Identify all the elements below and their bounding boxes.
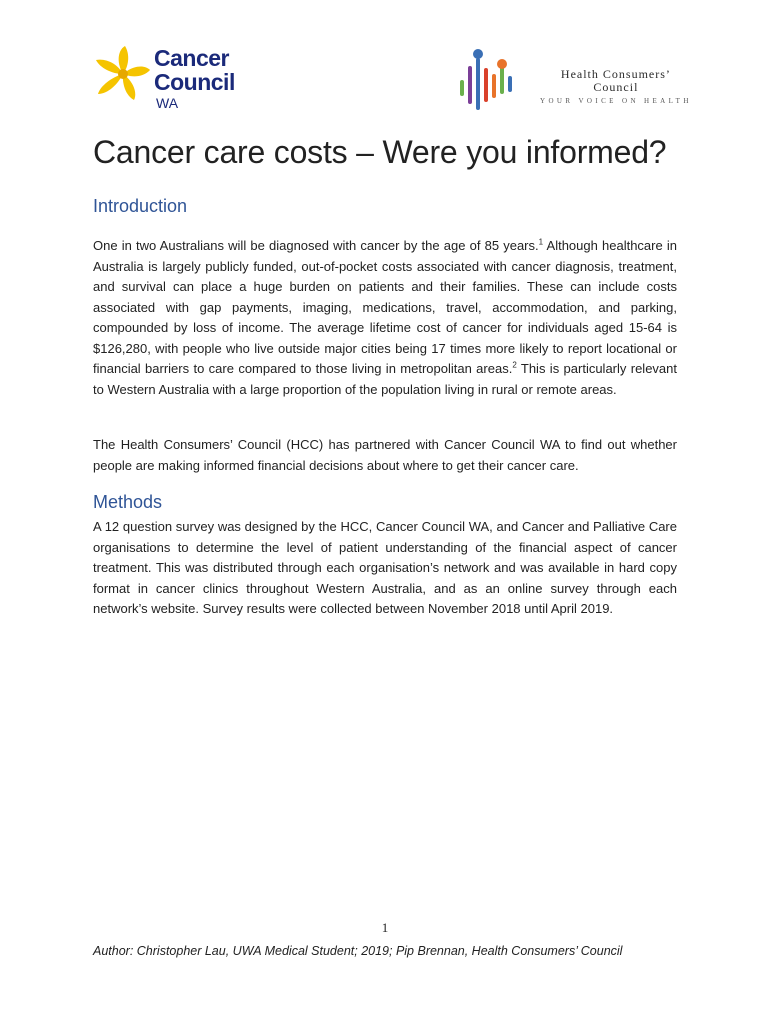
methods-heading: Methods <box>93 492 163 512</box>
footnote-ref-2: 2 <box>512 360 517 370</box>
author-footer: Author: Christopher Lau, UWA Medical Student; 2019; Pip Brennan, Health Consumers’ Council <box>93 944 623 958</box>
daffodil-icon <box>92 44 154 106</box>
document-title: Cancer care costs – Were you informed? <box>93 134 667 170</box>
introduction-paragraph-1: One in two Australians will be diagnosed with cancer by the age of 85 years.$^1$ Although healthcare in Australia is largely publicly funded, out-of-pocket costs associated with cancer diagnosis, treatment, and survival can place a huge burden on patients and their families. These can include costs associated with gap payments, imaging, medications, travel, accommodation, and parking, compounded by loss of income. The average lifetime cost of cancer for individuals aged 15-64 is $126,280, with people who live outside major cities being 17 times more likely to report locational or financial barriers to care compared to those living in metropolitan areas.$^2$ This is particularly relevant to Western Australia with a large proportion of the population living in rural or remote areas. <box>93 237 678 397</box>
hcc-wordmark: Health Consumers’ Council YOUR VOICE ON HEALTH <box>540 67 692 105</box>
cancer-council-wordmark: Cancer Council WA <box>154 45 235 111</box>
introduction-heading: Introduction <box>93 196 188 216</box>
footnote-ref-1: 1 <box>538 237 544 247</box>
page-number: 1 <box>381 920 389 935</box>
cancer-council-wa-logo <box>92 44 252 114</box>
hcc-soundwave-icon <box>456 46 528 116</box>
methods-paragraph: A 12 question survey was designed by the HCC, Cancer Council WA, and Cancer and Palliative Care organisations to determine the level of patient understanding of the financial aspect of cancer treatment. This was distributed through each organisation’s network and was available in hard copy format in cancer clinics throughout Western Australia, and as an online survey through each network’s website. Survey results were collected between November 2018 until April 2019. <box>93 519 677 616</box>
introduction-paragraph-2: The Health Consumers’ Council (HCC) has partnered with Cancer Council WA to find out whether people are making informed financial decisions about where to get their cancer care. <box>93 437 677 473</box>
health-consumers-council-logo <box>456 46 696 116</box>
